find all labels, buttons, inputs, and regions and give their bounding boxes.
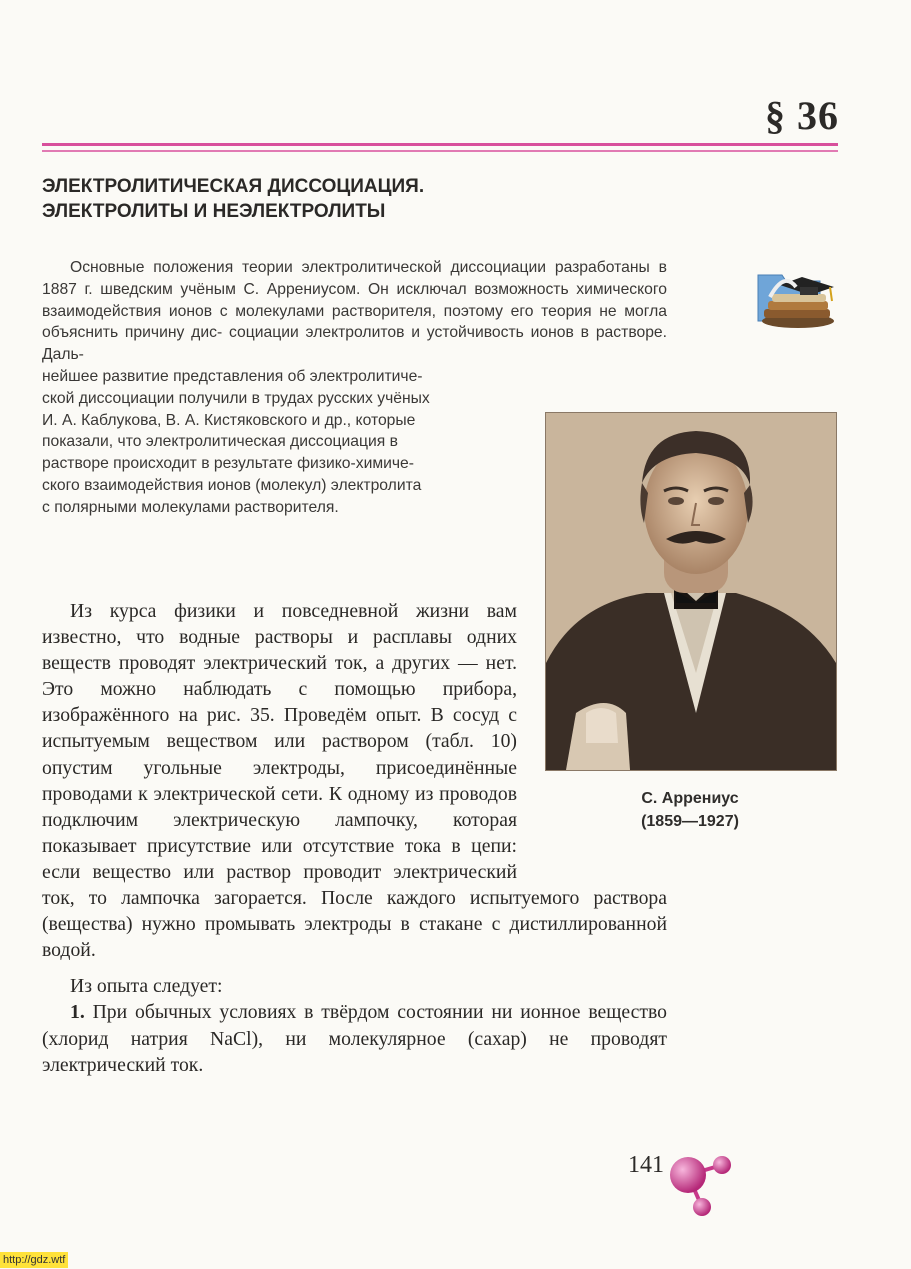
heading-line-2: ЭЛЕКТРОЛИТЫ И НЕЭЛЕКТРОЛИТЫ bbox=[42, 201, 386, 222]
intro-line: социации электролитов и устойчивость ионов в растворе. Даль- bbox=[42, 324, 668, 364]
watermark-link[interactable]: http://gdz.wtf bbox=[0, 1252, 68, 1268]
intro-line: ской диссоциации получили в трудах русских учёных bbox=[42, 389, 430, 407]
molecule-icon bbox=[664, 1145, 744, 1225]
intro-line: ского взаимодействия ионов (молекул) электролита bbox=[42, 476, 422, 494]
intro-line: Основные положения теории электролитической диссоциации bbox=[70, 259, 546, 276]
list-item-number: 1. bbox=[70, 1001, 85, 1024]
header-rule bbox=[42, 143, 838, 146]
list-item-text: При обычных условиях в твёрдом состоянии ни ионное вещество (хлорид натрия NaCl), ни молекулярное (сахар) не проводят электрический ток. bbox=[42, 1001, 667, 1076]
caption-name: С. Аррениус bbox=[641, 790, 739, 807]
section-number: § 36 bbox=[765, 93, 839, 138]
main-paragraph-1: Из курса физики и повседневной жизни вам известно, что водные растворы и расплавы одних веществ проводят электрический ток, а других — нет. Это можно наблюдать с помощью прибора, изображённого на рис. 35. Проведём опыт. В сосуд с испытуемым веществом или раствором (табл. 10) опустим угольные электроды, присоединённые проводами к электрической сети. К одному из проводов подключим электрическую лампочку, которая показывает присутствие или отсутствие тока в цепи: если вещество или раствор проводит электрический ток, то лампочка загорается. После каждого испытуемого раствора (вещества) нужно промывать электроды в стакане с дистиллированной водой. bbox=[42, 600, 667, 962]
chapter-heading bbox=[42, 174, 602, 224]
intro-line: нейшее развитие представления об электролитиче- bbox=[42, 368, 423, 385]
intro-line: И. А. Каблукова, В. А. Кистяковского и др., которые bbox=[42, 411, 416, 429]
intro-line: растворителя, поэтому его теория не могла объяснить причину дис- bbox=[42, 302, 667, 342]
intro-text bbox=[42, 257, 667, 366]
intro-line: растворе происходит в результате физико-химиче- bbox=[42, 455, 415, 473]
intro-text-continued bbox=[42, 366, 522, 519]
caption-years: (1859—1927) bbox=[641, 813, 739, 830]
page-number: 141 bbox=[628, 1152, 664, 1178]
header-rule-secondary bbox=[42, 150, 838, 152]
main-paragraph-2: Из опыта следует: bbox=[70, 975, 223, 998]
intro-line: с полярными молекулами растворителя. bbox=[42, 498, 339, 516]
intro-line: показали, что электролитическая диссоциация в bbox=[42, 433, 398, 451]
books-cap-icon bbox=[750, 265, 840, 340]
main-text bbox=[42, 598, 667, 1078]
intro-line: разработаны в 1887 г. шведским учёным С. Аррениусом. Он исключал bbox=[42, 259, 667, 298]
intro-line: возможность химического взаимодействия ионов с молекулами bbox=[42, 280, 668, 320]
heading-line-1: ЭЛЕКТРОЛИТИЧЕСКАЯ ДИССОЦИАЦИЯ. bbox=[42, 176, 425, 197]
